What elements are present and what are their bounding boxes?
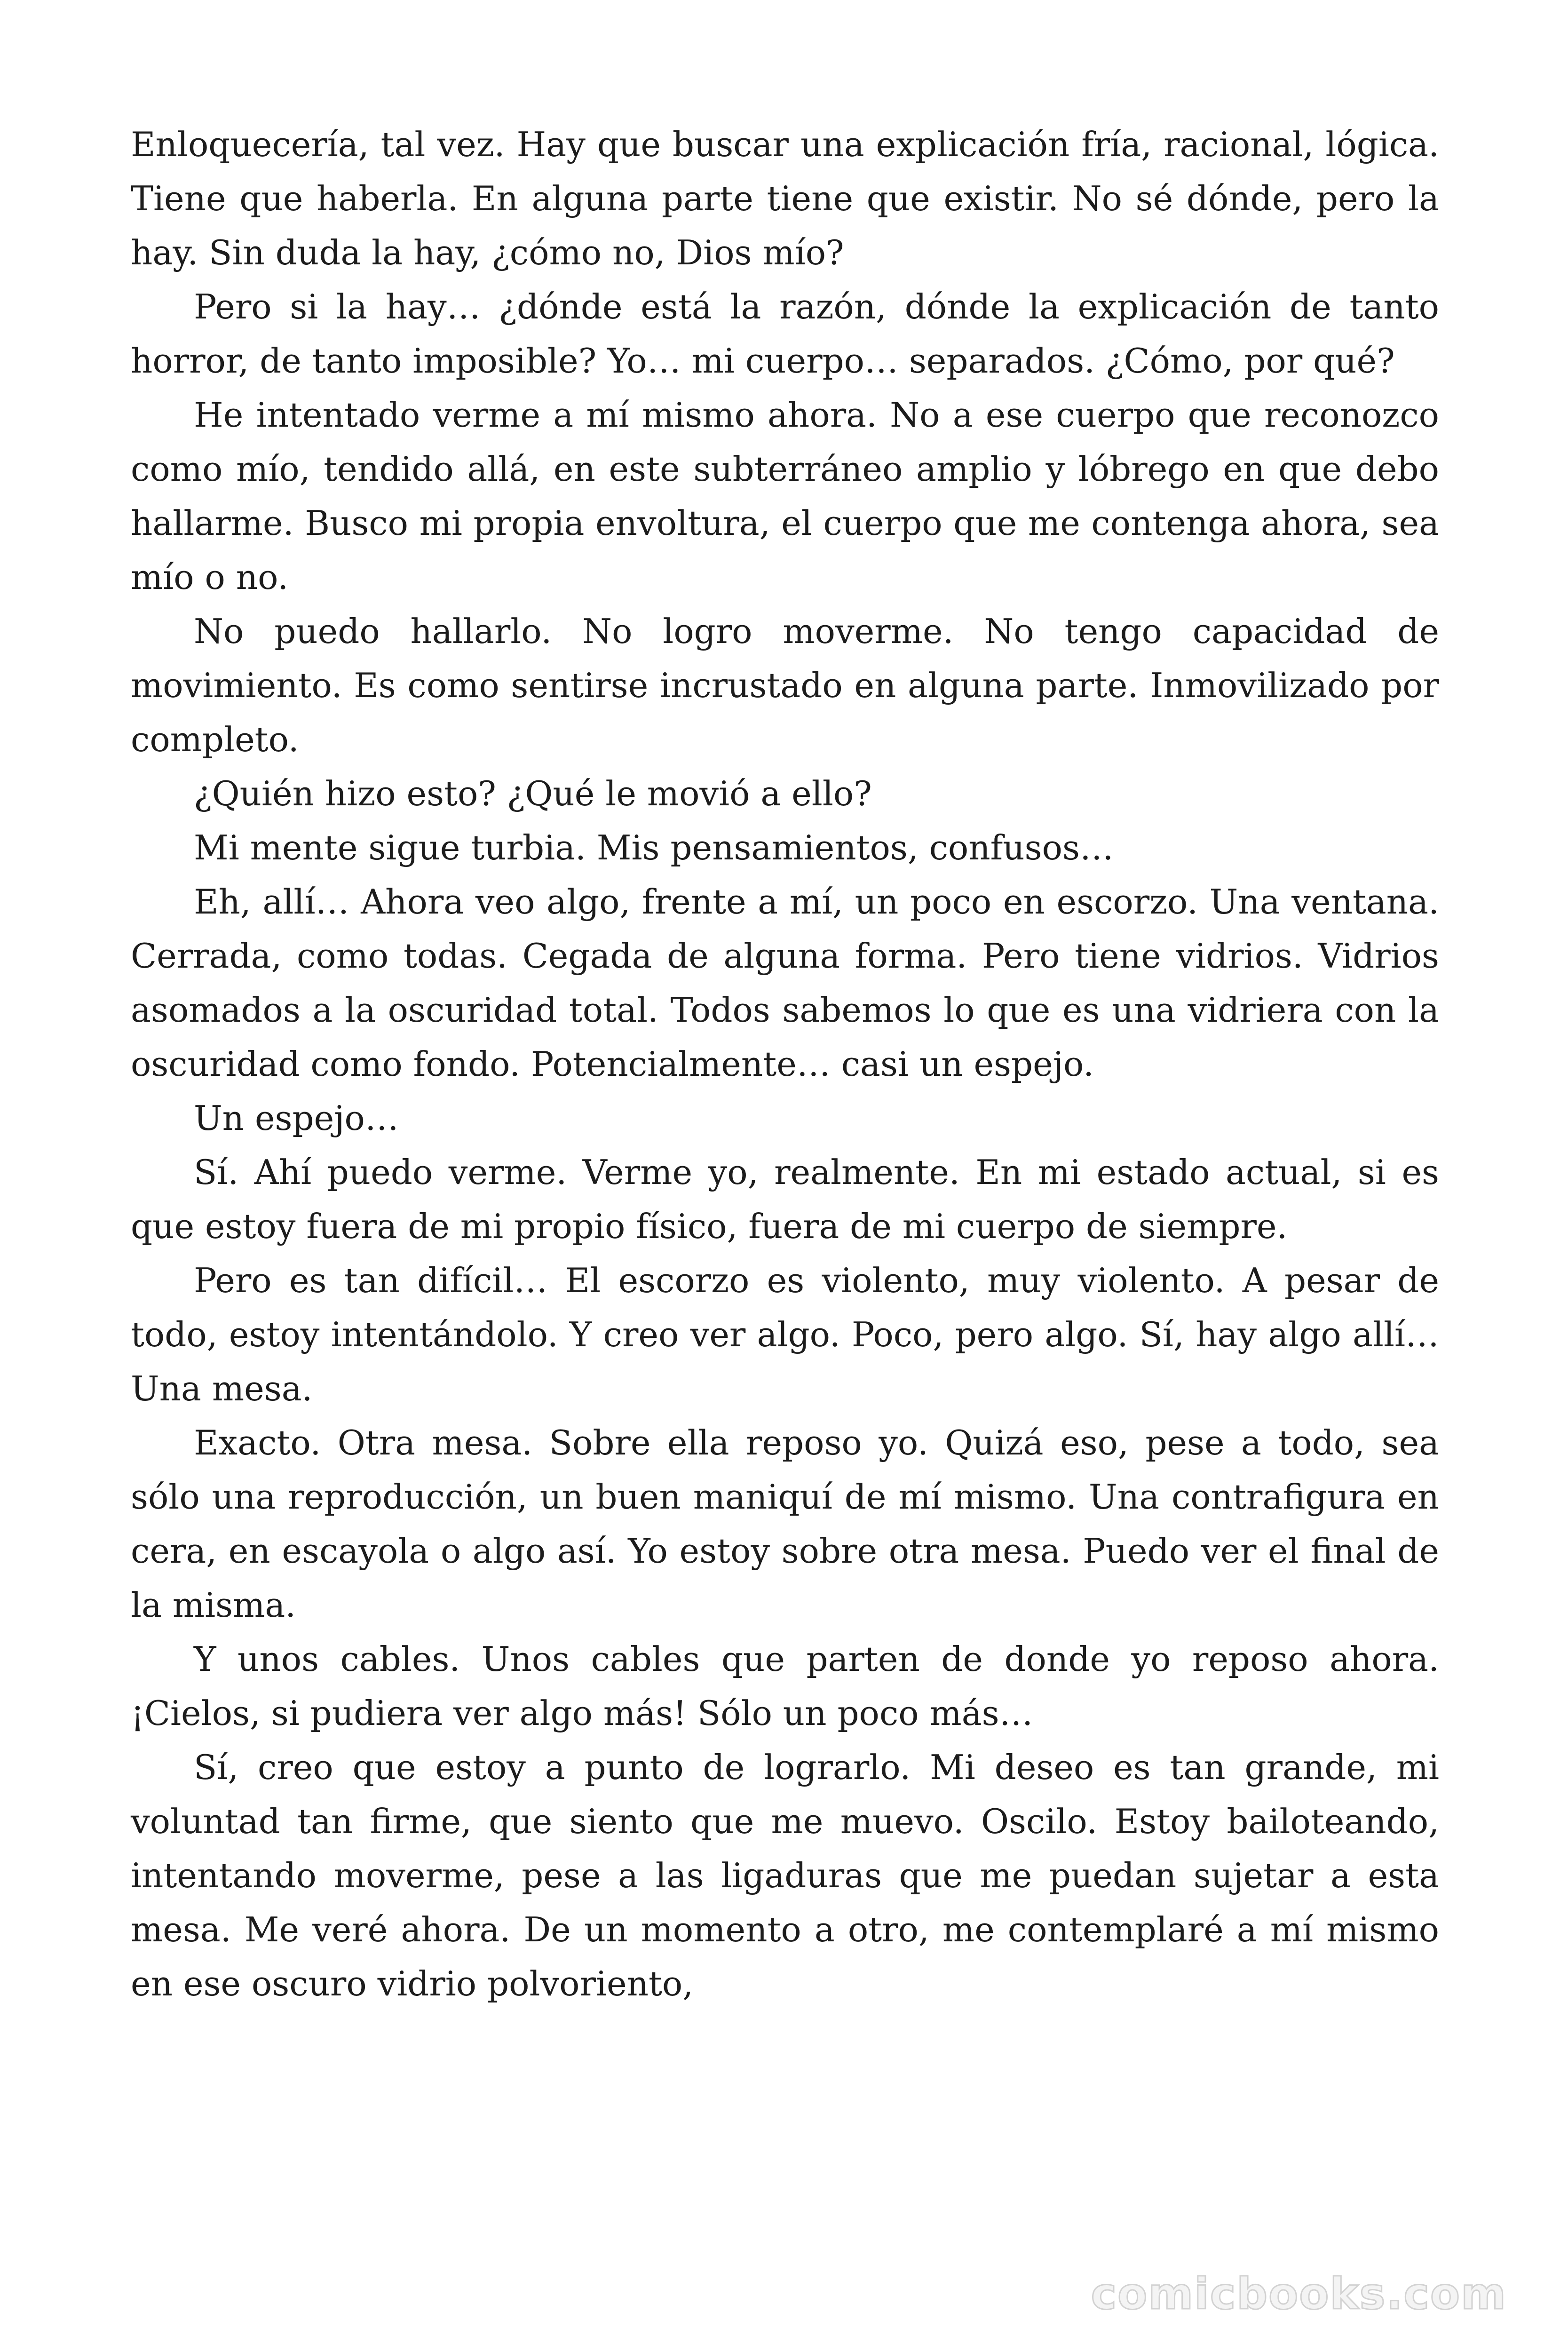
- page-text: [131, 118, 1439, 2011]
- paragraph: Sí. Ahí puedo verme. Verme yo, realmente. En mi estado actual, si es que estoy fuera de mi propio físico, fuera de mi cuerpo de siempre.: [131, 1152, 1439, 1246]
- paragraph: Sí, creo que estoy a punto de lograrlo. Mi deseo es tan grande, mi voluntad tan firme, que siento que me muevo. Oscilo. Estoy bailoteando, intentando moverme, pese a las ligaduras que me puedan sujetar a esta mesa. Me veré ahora. De un momento a otro, me contemplaré a mí mismo en ese oscuro vidrio polvoriento,: [131, 1748, 1439, 2003]
- paragraph: He intentado verme a mí mismo ahora. No a ese cuerpo que reconozco como mío, tendido allá, en este subterráneo amplio y lóbrego en que debo hallarme. Busco mi propia envoltura, el cuerpo que me contenga ahora, sea mío o no.: [131, 395, 1439, 597]
- watermark: comicbooks.com: [1091, 2269, 1507, 2319]
- paragraph: Enloquecería, tal vez. Hay que buscar una explicación fría, racional, lógica. Tiene que haberla. En alguna parte tiene que existir. No sé dónde, pero la hay. Sin duda la hay, ¿cómo no, Dios mío?: [131, 125, 1439, 272]
- paragraph: Pero es tan difícil… El escorzo es violento, muy violento. A pesar de todo, estoy intentándolo. Y creo ver algo. Poco, pero algo. Sí, hay algo allí… Una mesa.: [131, 1261, 1439, 1408]
- paragraph: Mi mente sigue turbia. Mis pensamientos, confusos…: [194, 828, 1114, 867]
- paragraph: Y unos cables. Unos cables que parten de donde yo reposo ahora. ¡Cielos, si pudiera ver algo más! Sólo un poco más…: [131, 1639, 1439, 1733]
- paragraph: Eh, allí… Ahora veo algo, frente a mí, un poco en escorzo. Una ventana. Cerrada, como todas. Cegada de alguna forma. Pero tiene vidrios. Vidrios asomados a la oscuridad total. Todos sabemos lo que es una vidriera con la oscuridad como fondo. Potencialmente… casi un espejo.: [131, 882, 1439, 1084]
- paragraph: Exacto. Otra mesa. Sobre ella reposo yo. Quizá eso, pese a todo, sea sólo una reproducción, un buen maniquí de mí mismo. Una contrafigura en cera, en escayola o algo así. Yo estoy sobre otra mesa. Puedo ver el final de la misma.: [131, 1423, 1439, 1625]
- paragraph: No puedo hallarlo. No logro moverme. No tengo capacidad de movimiento. Es como sentirse incrustado en alguna parte. Inmovilizado por completo.: [131, 612, 1439, 759]
- paragraph: Un espejo…: [194, 1098, 399, 1138]
- paragraph: Pero si la hay… ¿dónde está la razón, dónde la explicación de tanto horror, de tanto imposible? Yo… mi cuerpo… separados. ¿Cómo, por qué?: [131, 287, 1439, 381]
- paragraph: ¿Quién hizo esto? ¿Qué le movió a ello?: [194, 774, 872, 813]
